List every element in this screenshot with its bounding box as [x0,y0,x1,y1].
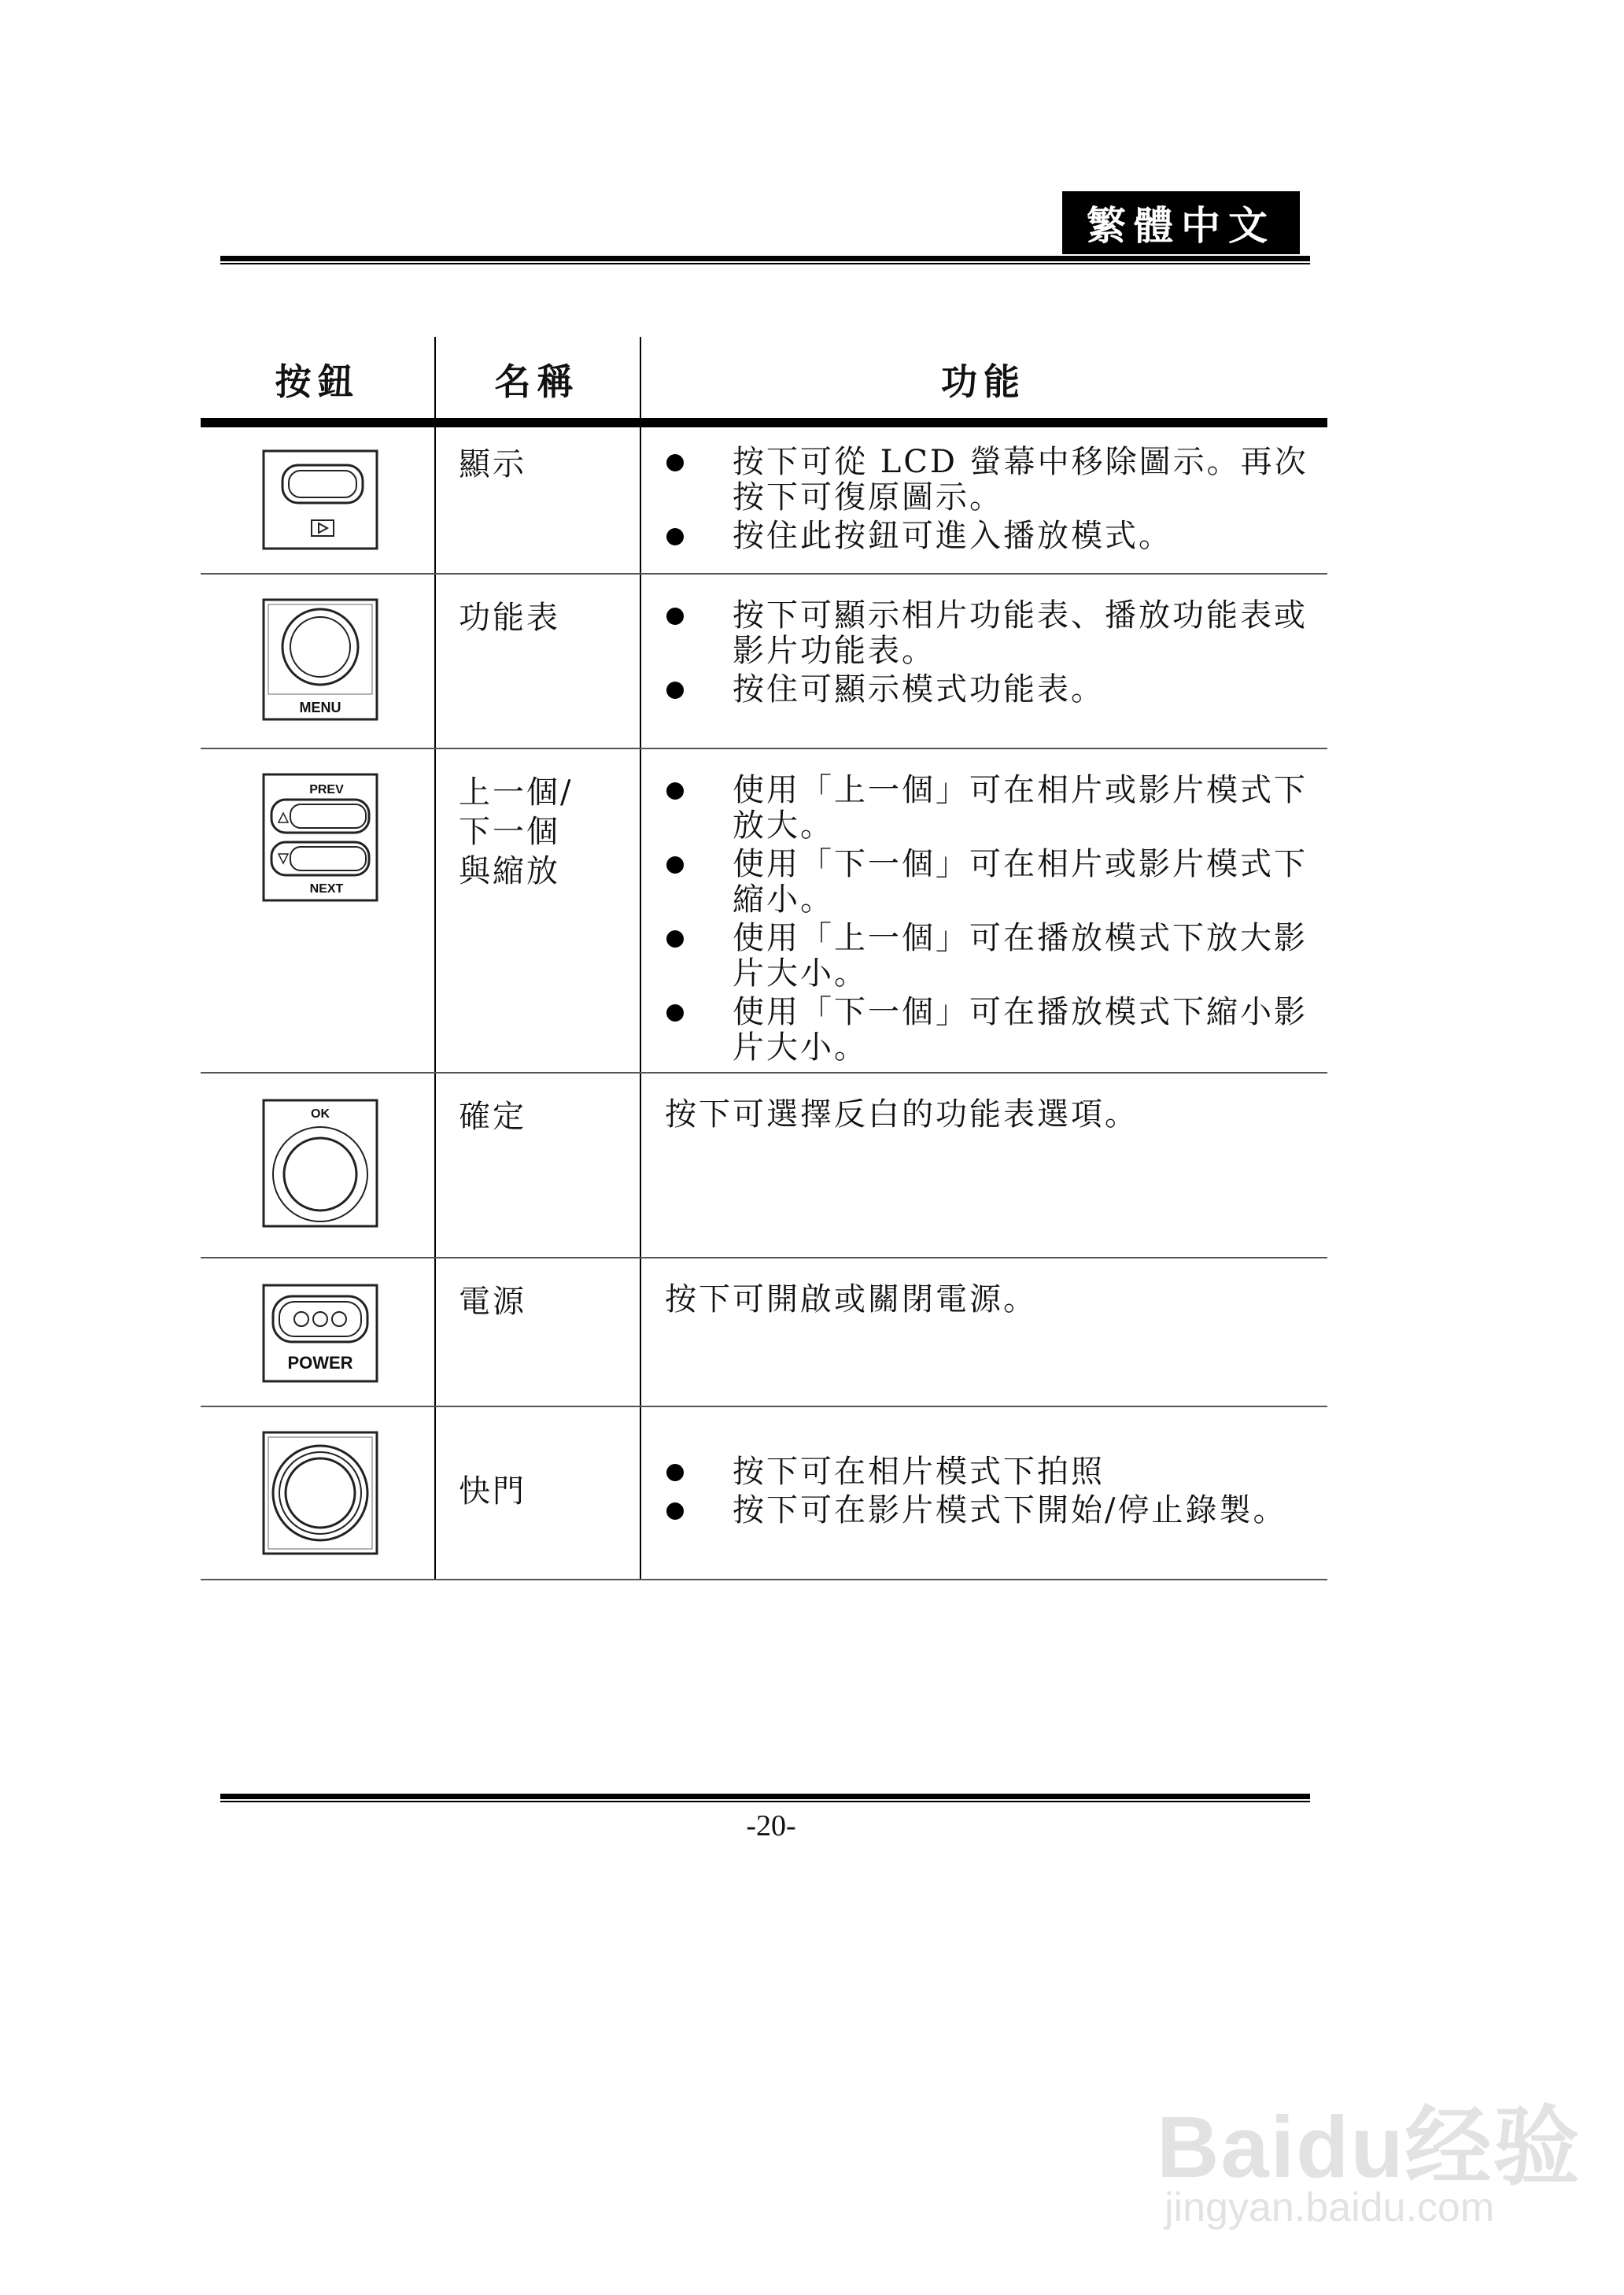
row-name: 顯示 [459,446,526,482]
bullet-icon [666,1502,684,1520]
row-name: 確定 [459,1099,526,1135]
column-divider [434,1407,436,1579]
row-name: 快門 [459,1473,526,1510]
row-description [665,773,1310,1069]
header-rule [220,256,1310,261]
column-divider [640,1074,641,1257]
row-description [665,445,1310,557]
table-row-display [201,421,1327,575]
column-divider [640,1258,641,1406]
footer-rule [220,1794,1310,1799]
list-item: 使用「下一個」可在相片或影片模式下縮小。 [665,847,1310,918]
row-name: 功能表 [459,600,560,636]
column-divider [434,1074,436,1257]
bullet-icon [666,1004,684,1022]
watermark-brand: Baidu经验 [1157,2099,1582,2196]
ok-button-icon [201,1074,434,1257]
bullet-icon [666,682,684,699]
table-row-power [201,1258,1327,1407]
bullet-icon [666,454,684,471]
column-divider [640,575,641,748]
bullet-icon [666,608,684,625]
column-header-name: 名稱 [494,360,580,403]
list-item: 按下可在相片模式下拍照 [665,1454,1310,1490]
table-header [201,337,1327,421]
column-divider [640,421,641,573]
list-item: 使用「下一個」可在播放模式下縮小影片大小。 [665,995,1310,1066]
list-item: 按下可在影片模式下開始/停止錄製。 [665,1493,1310,1528]
column-divider [434,1258,436,1406]
row-name: 電源 [459,1284,526,1320]
ok-label: OK [311,1107,330,1121]
footer-rule-thin [220,1801,1310,1802]
column-divider [640,1407,641,1579]
list-item: 按下可顯示相片功能表、播放功能表或影片功能表。 [665,598,1310,669]
column-divider [434,575,436,748]
column-divider [434,421,436,573]
bullet-icon [666,782,684,800]
next-label: NEXT [309,882,344,896]
table-row-prev-next [201,749,1327,1074]
column-divider [434,337,436,421]
row-name: 上一個/下一個與縮放 [459,774,574,889]
description-text: 按下可選擇反白的功能表選項。 [665,1096,1139,1133]
bullet-icon [666,1464,684,1481]
bullet-icon [666,856,684,874]
row-description [665,1282,1310,1318]
prev-next-button-icon [201,749,434,1072]
power-button-icon [201,1258,434,1406]
shutter-button-icon [201,1407,434,1579]
list-item: 使用「上一個」可在播放模式下放大影片大小。 [665,921,1310,992]
row-description [665,598,1310,711]
header-rule-thin [220,263,1310,264]
menu-button-label: MENU [299,700,341,715]
display-button-icon [201,421,434,573]
column-divider [434,749,436,1072]
row-description [665,1454,1310,1532]
column-divider [640,749,641,1072]
list-item: 按住此按鈕可進入播放模式。 [665,519,1310,554]
list-item: 按住可顯示模式功能表。 [665,672,1310,708]
button-function-table [201,337,1327,1580]
watermark-url: jingyan.baidu.com [1164,2185,1495,2230]
table-row-ok [201,1074,1327,1258]
bullet-icon [666,930,684,948]
bullet-icon [666,528,684,545]
power-label: POWER [287,1353,353,1373]
list-item: 按下可從 LCD 螢幕中移除圖示。再次按下可復原圖示。 [665,445,1310,516]
column-header-button: 按鈕 [275,360,360,403]
column-divider [640,337,641,421]
language-tag: 繁體中文 [1062,191,1300,254]
watermark [1157,2078,1597,2235]
description-text: 按下可開啟或關閉電源。 [665,1281,1037,1318]
page-number: -20- [746,1809,796,1842]
menu-button-icon [201,575,434,748]
row-description [665,1097,1310,1133]
prev-label: PREV [309,783,344,796]
column-header-function: 功能 [941,360,1026,403]
list-item: 使用「上一個」可在相片或影片模式下放大。 [665,773,1310,844]
table-row-shutter [201,1407,1327,1580]
table-row-menu [201,575,1327,749]
